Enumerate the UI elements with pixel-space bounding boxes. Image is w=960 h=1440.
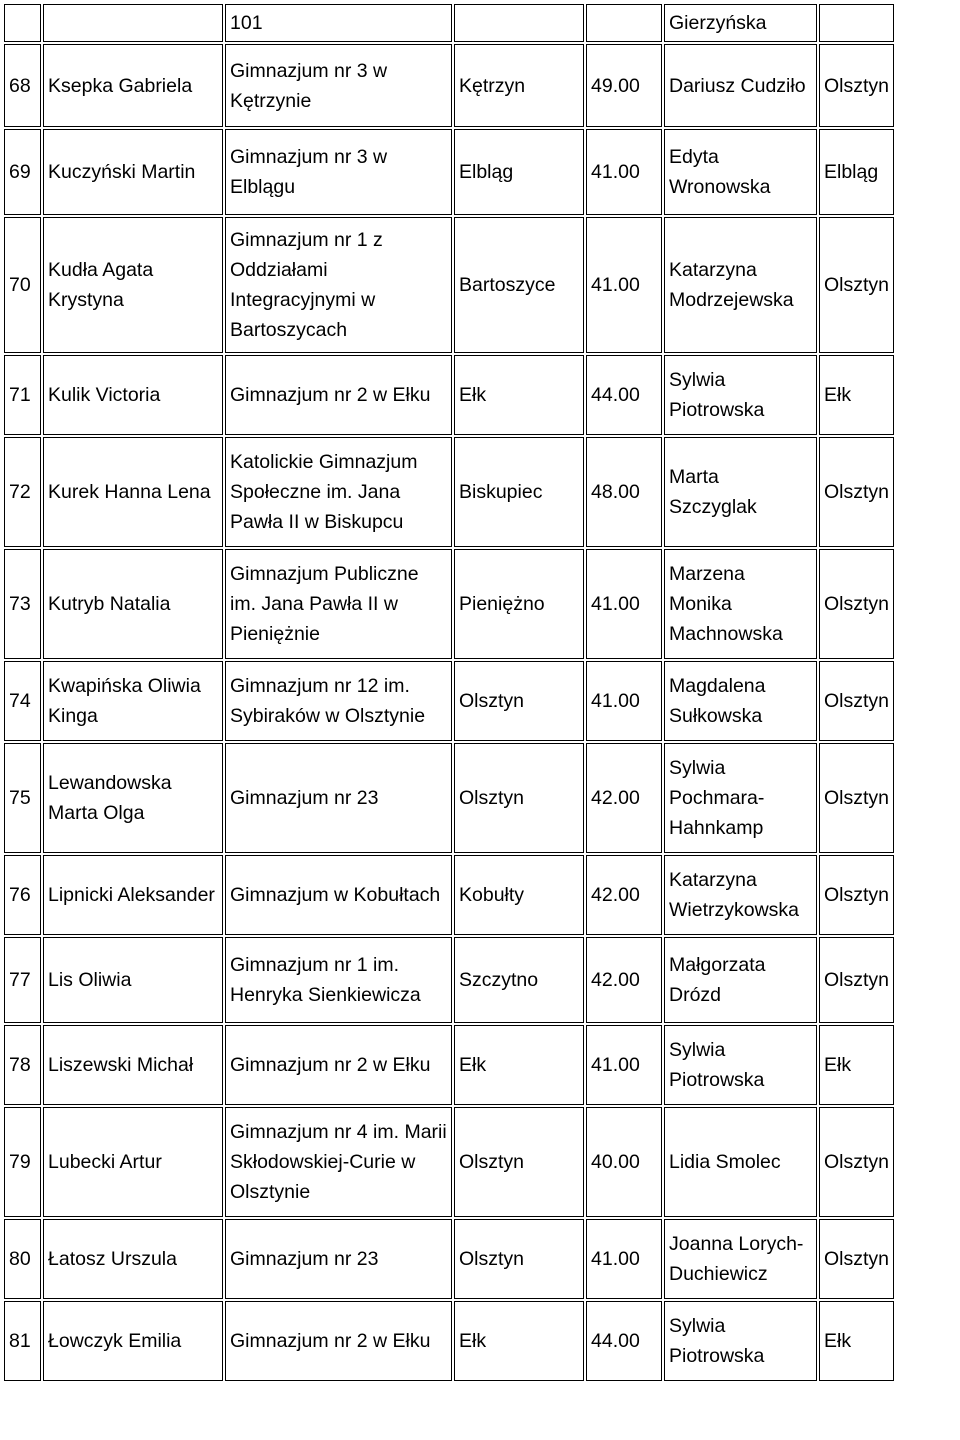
cell-score bbox=[586, 4, 662, 42]
cell-school: 101 bbox=[225, 4, 452, 42]
cell-number: 69 bbox=[4, 129, 41, 215]
cell-school: Gimnazjum w Kobułtach bbox=[225, 855, 452, 935]
cell-score: 42.00 bbox=[586, 855, 662, 935]
cell-number: 77 bbox=[4, 937, 41, 1023]
cell-teacher: Katarzyna Wietrzykowska bbox=[664, 855, 817, 935]
cell-score: 40.00 bbox=[586, 1107, 662, 1217]
cell-school: Gimnazjum nr 12 im. Sybiraków w Olsztynie bbox=[225, 661, 452, 741]
cell-city: Kobułty bbox=[454, 855, 584, 935]
cell-number: 74 bbox=[4, 661, 41, 741]
cell-name: Kurek Hanna Lena bbox=[43, 437, 223, 547]
cell-teacher: Małgorzata Drózd bbox=[664, 937, 817, 1023]
cell-name: Lubecki Artur bbox=[43, 1107, 223, 1217]
cell-school: Gimnazjum nr 2 w Ełku bbox=[225, 1301, 452, 1381]
cell-school: Gimnazjum nr 3 w Elblągu bbox=[225, 129, 452, 215]
cell-teacher: Katarzyna Modrzejewska bbox=[664, 217, 817, 353]
table-row bbox=[4, 437, 894, 547]
cell-name: Liszewski Michał bbox=[43, 1025, 223, 1105]
cell-region: Olsztyn bbox=[819, 1107, 894, 1217]
cell-school: Gimnazjum nr 1 z Oddziałami Integracyjnymi w Bartoszycach bbox=[225, 217, 452, 353]
cell-score: 49.00 bbox=[586, 44, 662, 127]
cell-region: Olsztyn bbox=[819, 437, 894, 547]
cell-region: Olsztyn bbox=[819, 743, 894, 853]
cell-school: Katolickie Gimnazjum Społeczne im. Jana Pawła II w Biskupcu bbox=[225, 437, 452, 547]
cell-score: 42.00 bbox=[586, 743, 662, 853]
results-table bbox=[2, 2, 896, 1383]
table-row bbox=[4, 937, 894, 1023]
cell-city: Ełk bbox=[454, 1301, 584, 1381]
cell-name: Kulik Victoria bbox=[43, 355, 223, 435]
cell-school: Gimnazjum nr 2 w Ełku bbox=[225, 1025, 452, 1105]
cell-number: 72 bbox=[4, 437, 41, 547]
cell-number: 68 bbox=[4, 44, 41, 127]
cell-teacher: Edyta Wronowska bbox=[664, 129, 817, 215]
table-row bbox=[4, 44, 894, 127]
cell-region: Ełk bbox=[819, 1301, 894, 1381]
cell-teacher: Dariusz Cudziło bbox=[664, 44, 817, 127]
cell-region: Elbląg bbox=[819, 129, 894, 215]
cell-score: 44.00 bbox=[586, 355, 662, 435]
cell-city bbox=[454, 4, 584, 42]
cell-region: Olsztyn bbox=[819, 1219, 894, 1299]
cell-number bbox=[4, 4, 41, 42]
cell-city: Ełk bbox=[454, 1025, 584, 1105]
cell-name: Lis Oliwia bbox=[43, 937, 223, 1023]
cell-teacher: Gierzyńska bbox=[664, 4, 817, 42]
cell-region: Ełk bbox=[819, 355, 894, 435]
cell-city: Olsztyn bbox=[454, 1219, 584, 1299]
cell-score: 41.00 bbox=[586, 1219, 662, 1299]
cell-city: Bartoszyce bbox=[454, 217, 584, 353]
cell-school: Gimnazjum nr 23 bbox=[225, 1219, 452, 1299]
table-row bbox=[4, 661, 894, 741]
table-row bbox=[4, 1219, 894, 1299]
cell-city: Elbląg bbox=[454, 129, 584, 215]
cell-score: 48.00 bbox=[586, 437, 662, 547]
cell-school: Gimnazjum nr 3 w Kętrzynie bbox=[225, 44, 452, 127]
table-row bbox=[4, 855, 894, 935]
cell-school: Gimnazjum nr 2 w Ełku bbox=[225, 355, 452, 435]
cell-teacher: Marta Szczyglak bbox=[664, 437, 817, 547]
cell-number: 79 bbox=[4, 1107, 41, 1217]
cell-city: Szczytno bbox=[454, 937, 584, 1023]
cell-region: Olsztyn bbox=[819, 661, 894, 741]
cell-teacher: Sylwia Pochmara-Hahnkamp bbox=[664, 743, 817, 853]
cell-region: Ełk bbox=[819, 1025, 894, 1105]
cell-city: Olsztyn bbox=[454, 661, 584, 741]
table-row bbox=[4, 129, 894, 215]
cell-city: Pieniężno bbox=[454, 549, 584, 659]
cell-region: Olsztyn bbox=[819, 549, 894, 659]
cell-number: 75 bbox=[4, 743, 41, 853]
cell-school: Gimnazjum nr 23 bbox=[225, 743, 452, 853]
table-row bbox=[4, 4, 894, 42]
table-row bbox=[4, 355, 894, 435]
cell-score: 41.00 bbox=[586, 217, 662, 353]
cell-school: Gimnazjum Publiczne im. Jana Pawła II w Pieniężnie bbox=[225, 549, 452, 659]
cell-city: Olsztyn bbox=[454, 1107, 584, 1217]
cell-teacher: Sylwia Piotrowska bbox=[664, 1025, 817, 1105]
cell-region bbox=[819, 4, 894, 42]
cell-city: Biskupiec bbox=[454, 437, 584, 547]
table-row bbox=[4, 549, 894, 659]
cell-name: Kudła Agata Krystyna bbox=[43, 217, 223, 353]
cell-name bbox=[43, 4, 223, 42]
cell-name: Kutryb Natalia bbox=[43, 549, 223, 659]
cell-score: 44.00 bbox=[586, 1301, 662, 1381]
cell-number: 78 bbox=[4, 1025, 41, 1105]
cell-teacher: Magdalena Sułkowska bbox=[664, 661, 817, 741]
cell-teacher: Joanna Lorych-Duchiewicz bbox=[664, 1219, 817, 1299]
cell-city: Olsztyn bbox=[454, 743, 584, 853]
table-row bbox=[4, 743, 894, 853]
table-row bbox=[4, 1025, 894, 1105]
cell-city: Kętrzyn bbox=[454, 44, 584, 127]
cell-name: Lipnicki Aleksander bbox=[43, 855, 223, 935]
cell-number: 76 bbox=[4, 855, 41, 935]
cell-name: Lewandowska Marta Olga bbox=[43, 743, 223, 853]
cell-region: Olsztyn bbox=[819, 44, 894, 127]
cell-school: Gimnazjum nr 1 im. Henryka Sienkiewicza bbox=[225, 937, 452, 1023]
cell-score: 41.00 bbox=[586, 549, 662, 659]
cell-number: 81 bbox=[4, 1301, 41, 1381]
table-body bbox=[4, 4, 894, 1381]
cell-score: 41.00 bbox=[586, 1025, 662, 1105]
cell-region: Olsztyn bbox=[819, 937, 894, 1023]
cell-school: Gimnazjum nr 4 im. Marii Skłodowskiej-Curie w Olsztynie bbox=[225, 1107, 452, 1217]
cell-teacher: Sylwia Piotrowska bbox=[664, 355, 817, 435]
cell-score: 41.00 bbox=[586, 661, 662, 741]
cell-teacher: Marzena Monika Machnowska bbox=[664, 549, 817, 659]
cell-score: 42.00 bbox=[586, 937, 662, 1023]
cell-number: 73 bbox=[4, 549, 41, 659]
cell-name: Kwapińska Oliwia Kinga bbox=[43, 661, 223, 741]
table-row bbox=[4, 1107, 894, 1217]
cell-score: 41.00 bbox=[586, 129, 662, 215]
cell-name: Ksepka Gabriela bbox=[43, 44, 223, 127]
cell-name: Kuczyński Martin bbox=[43, 129, 223, 215]
cell-name: Łatosz Urszula bbox=[43, 1219, 223, 1299]
cell-city: Ełk bbox=[454, 355, 584, 435]
cell-region: Olsztyn bbox=[819, 217, 894, 353]
cell-teacher: Sylwia Piotrowska bbox=[664, 1301, 817, 1381]
cell-number: 70 bbox=[4, 217, 41, 353]
cell-number: 71 bbox=[4, 355, 41, 435]
cell-teacher: Lidia Smolec bbox=[664, 1107, 817, 1217]
table-row bbox=[4, 217, 894, 353]
cell-name: Łowczyk Emilia bbox=[43, 1301, 223, 1381]
cell-number: 80 bbox=[4, 1219, 41, 1299]
table-row bbox=[4, 1301, 894, 1381]
cell-region: Olsztyn bbox=[819, 855, 894, 935]
